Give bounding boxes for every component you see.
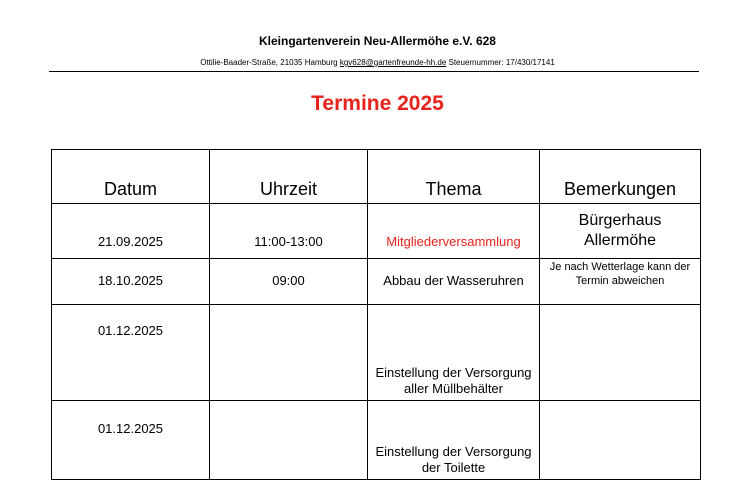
organization-name: Kleingartenverein Neu-Allermöhe e.V. 628 (259, 34, 496, 48)
column-header-uhrzeit: Uhrzeit (210, 150, 368, 204)
cell-thema: Einstellung der Versorgung der Toilette (368, 401, 540, 480)
column-header-bemerkungen: Bemerkungen (540, 150, 701, 204)
schedule-table (51, 149, 701, 480)
cell-uhrzeit: 11:00-13:00 (210, 204, 368, 259)
address-suffix: Steuernummer: 17/430/17141 (446, 58, 555, 67)
table-header-row (52, 150, 701, 204)
table-row (52, 259, 701, 305)
cell-thema: Einstellung der Versorgung aller Müllbehälter (368, 305, 540, 401)
cell-thema: Abbau der Wasseruhren (368, 259, 540, 305)
address-line (0, 58, 755, 67)
table-row (52, 204, 701, 259)
column-header-datum: Datum (52, 150, 210, 204)
cell-datum: 21.09.2025 (52, 204, 210, 259)
table-row (52, 401, 701, 480)
cell-uhrzeit: 09:00 (210, 259, 368, 305)
cell-uhrzeit (210, 401, 368, 480)
cell-datum: 01.12.2025 (52, 305, 210, 401)
email-link[interactable]: kgv628@gartenfreunde-hh.de (339, 58, 447, 67)
table-row (52, 305, 701, 401)
cell-bemerkungen: Bürgerhaus Allermöhe (540, 204, 701, 259)
cell-thema: Mitgliederversammlung (368, 204, 540, 259)
cell-bemerkungen (540, 401, 701, 480)
page-title: Termine 2025 (311, 92, 444, 115)
header-divider (49, 71, 699, 72)
cell-datum: 18.10.2025 (52, 259, 210, 305)
cell-datum: 01.12.2025 (52, 401, 210, 480)
cell-uhrzeit (210, 305, 368, 401)
address-prefix: Ottilie-Baader-Straße, 21035 Hamburg (200, 58, 340, 67)
cell-bemerkungen (540, 305, 701, 401)
cell-bemerkungen: Je nach Wetterlage kann der Termin abweichen (540, 259, 701, 305)
column-header-thema: Thema (368, 150, 540, 204)
